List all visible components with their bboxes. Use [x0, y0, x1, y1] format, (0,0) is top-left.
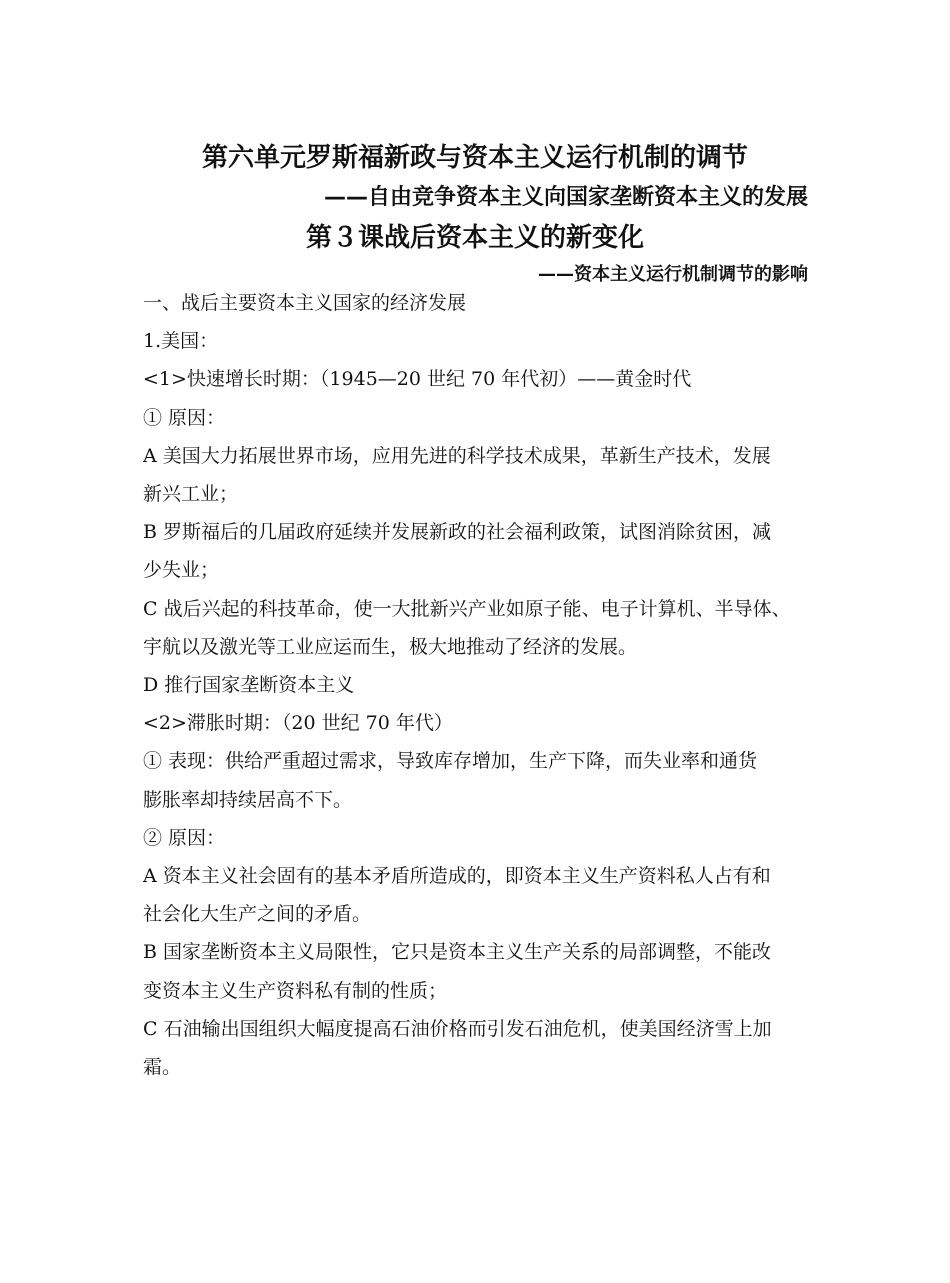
text-line: A 美国大力拓展世界市场，应用先进的科学技术成果，革新生产技术，发展: [143, 444, 771, 467]
text-line: 社会化大生产之间的矛盾。: [143, 903, 372, 926]
period-heading: <1>快速增长时期：（1945—20 世纪 70 年代初）——黄金时代: [143, 368, 692, 391]
lesson-title: 第３课战后资本主义的新变化: [305, 223, 644, 253]
text-line: B 罗斯福后的几届政府延续并发展新政的社会福利政策，试图消除贫困，减: [143, 521, 772, 544]
unit-subtitle: ——自由竞争资本主义向国家垄断资本主义的发展: [323, 185, 808, 210]
text-line: ① 表现：供给严重超过需求，导致库存增加，生产下降，而失业率和通货: [143, 750, 758, 773]
text-line: 膨胀率却持续居高不下。: [143, 788, 353, 811]
text-line: 新兴工业；: [143, 483, 239, 506]
text-line: D 推行国家垄断资本主义: [143, 674, 355, 697]
country-heading: 1.美国：: [143, 330, 219, 353]
text-line: 变资本主义生产资料私有制的性质；: [143, 979, 448, 1002]
text-line: C 石油输出国组织大幅度提高石油价格而引发石油危机，使美国经济雪上加: [143, 1017, 772, 1040]
section-heading: 一、战后主要资本主义国家的经济发展: [143, 292, 467, 314]
lesson-subtitle: ——资本主义运行机制调节的影响: [538, 264, 808, 285]
text-line: 少失业；: [143, 559, 220, 582]
reason-heading: ① 原因：: [143, 406, 226, 429]
period-heading: <2>滞胀时期：（20 世纪 70 年代）: [143, 712, 453, 735]
reason-heading: ② 原因：: [143, 826, 226, 849]
text-line: B 国家垄断资本主义局限性，它只是资本主义生产关系的局部调整，不能改: [143, 941, 772, 964]
text-line: 宇航以及激光等工业应运而生，极大地推动了经济的发展。: [143, 635, 638, 658]
text-line: C 战后兴起的科技革命，使一大批新兴产业如原子能、电子计算机、半导体、: [143, 597, 791, 620]
unit-title: 第六单元罗斯福新政与资本主义运行机制的调节: [201, 143, 748, 173]
body-text: [143, 284, 813, 1086]
text-line: 霜。: [143, 1056, 182, 1079]
text-line: A 资本主义社会固有的基本矛盾所造成的，即资本主义生产资料私人占有和: [143, 865, 771, 888]
